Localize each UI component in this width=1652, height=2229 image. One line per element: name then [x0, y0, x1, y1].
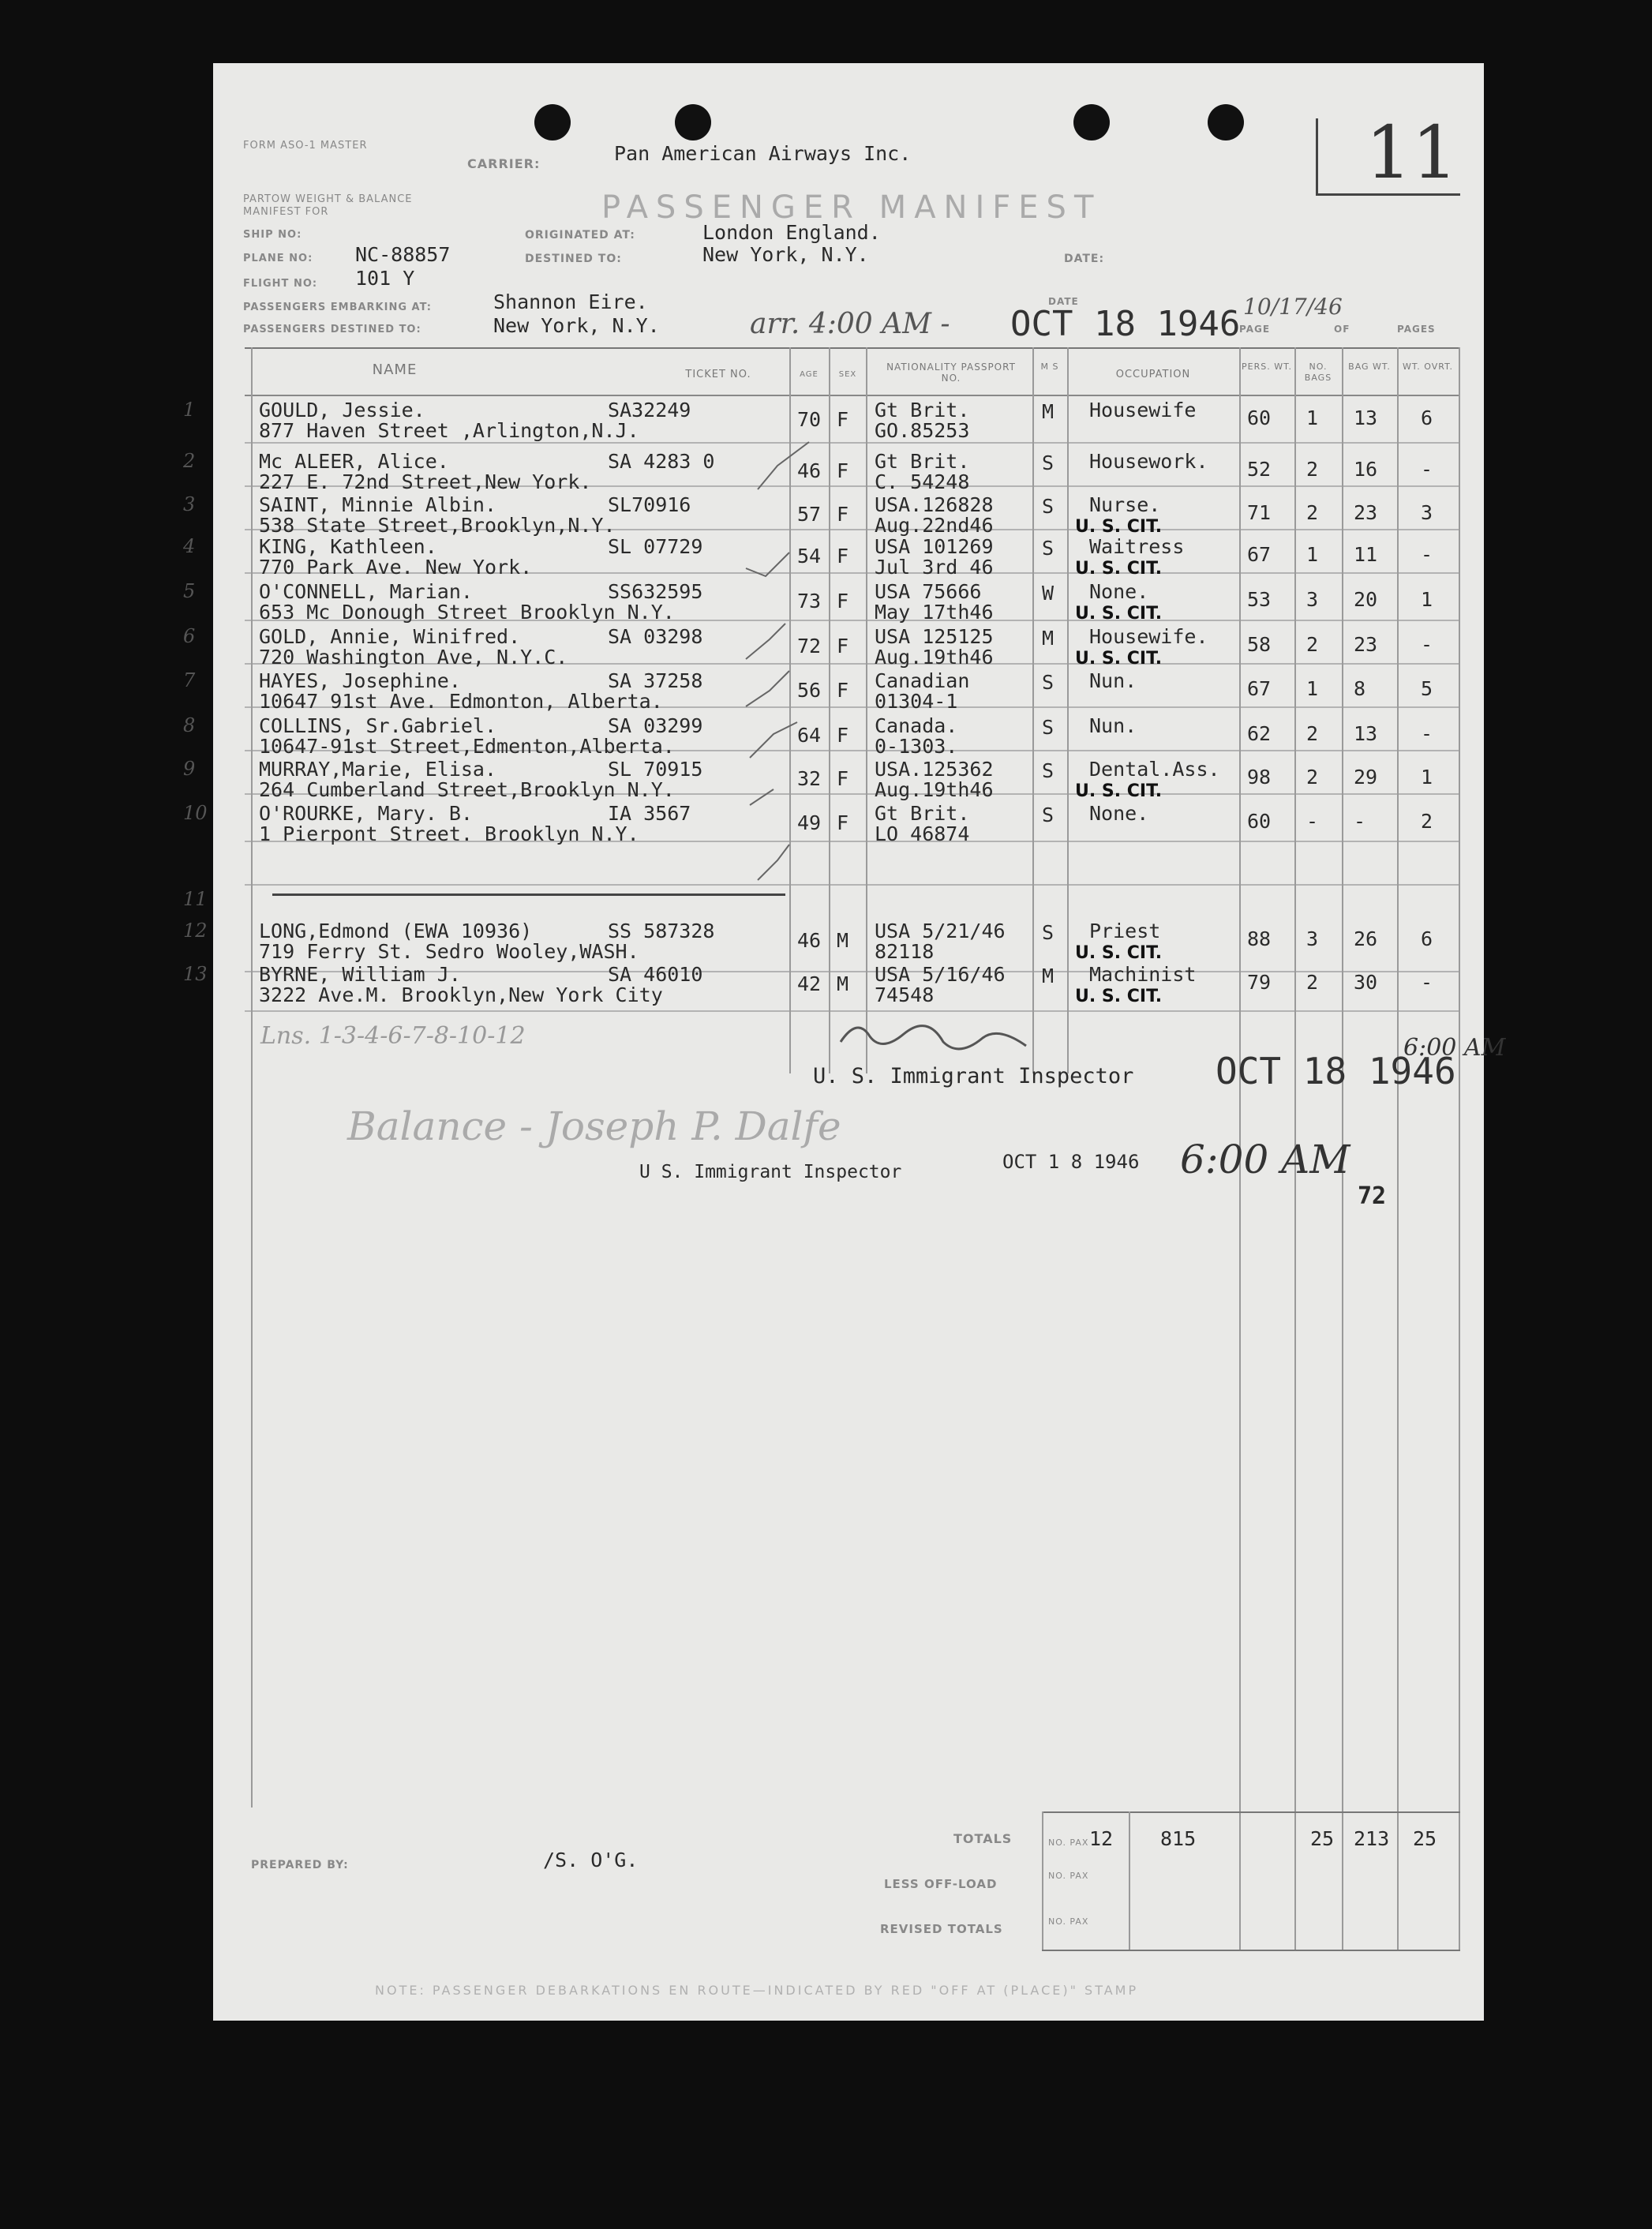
occupation: Nun. — [1089, 714, 1137, 737]
passenger-age: 73 — [797, 590, 822, 613]
passenger-name: SAINT, Minnie Albin. — [259, 493, 497, 516]
bag-count: 1 — [1306, 406, 1319, 429]
ticket-number: SA 37258 — [608, 669, 703, 692]
passenger-age: 32 — [797, 767, 822, 790]
occupation: Nun. — [1089, 669, 1137, 692]
us-citizen-stamp: U. S. CIT. — [1075, 604, 1163, 624]
balance-note: Balance - Joseph P. Dalfe — [347, 1103, 841, 1149]
passenger-sex: F — [837, 679, 849, 702]
check-marks — [742, 395, 821, 916]
passenger-sex: F — [837, 545, 849, 568]
punch-hole — [1073, 104, 1110, 140]
personal-weight: 98 — [1247, 766, 1272, 789]
passenger-age: 54 — [797, 545, 822, 568]
marital-status: S — [1042, 537, 1055, 560]
bag-weight: 26 — [1354, 927, 1378, 950]
ticket-number: SL70916 — [608, 493, 691, 516]
row-number: 7 — [183, 669, 196, 691]
passenger-address: 538 State Street,Brooklyn,N.Y. — [259, 514, 616, 537]
plane-number: NC-88857 — [355, 243, 451, 266]
weight-overtime: 6 — [1421, 406, 1433, 429]
totals-border — [1042, 1811, 1043, 1950]
marital-status: S — [1042, 671, 1055, 694]
personal-weight: 79 — [1247, 971, 1272, 994]
ticket-number: IA 3567 — [608, 802, 691, 825]
row-number: 12 — [183, 920, 208, 942]
col-ms: M S — [1040, 362, 1059, 372]
passenger-name: O'ROURKE, Mary. B. — [259, 802, 473, 825]
header-bottom-border — [245, 395, 1460, 396]
passenger-sex: F — [837, 767, 849, 790]
bag-weight: - — [1354, 810, 1366, 833]
embarking-value: Shannon Eire. — [493, 290, 648, 313]
passport-number: GO.85253 — [875, 419, 970, 442]
annotation-72: 72 — [1358, 1182, 1387, 1210]
passport-number: LO 46874 — [875, 822, 970, 845]
bag-weight: 30 — [1354, 971, 1378, 994]
prepared-by-label: PREPARED BY: — [251, 1859, 349, 1871]
passenger-sex: F — [837, 635, 849, 657]
personal-weight: 71 — [1247, 501, 1272, 524]
weight-overtime: - — [1421, 543, 1433, 566]
nationality: USA 101269 — [875, 535, 994, 558]
passenger-sex: M — [837, 972, 849, 995]
passenger-name: LONG,Edmond (EWA 10936) — [259, 920, 533, 942]
passport-number: Aug.22nd46 — [875, 514, 994, 537]
weight-overtime: 1 — [1421, 766, 1433, 789]
passport-number: Aug.19th46 — [875, 778, 994, 801]
row-number: 4 — [183, 535, 196, 557]
row-number: 10 — [183, 802, 208, 824]
ticket-number: SA 4283 0 — [608, 450, 715, 473]
passenger-age: 64 — [797, 724, 822, 747]
no-pax-label: NO. PAX — [1048, 1871, 1089, 1881]
ship-label: SHIP NO: — [243, 229, 302, 241]
passport-number: May 17th46 — [875, 601, 994, 624]
bag-count: 1 — [1306, 543, 1319, 566]
bag-weight: 29 — [1354, 766, 1378, 789]
col-sex: SEX — [838, 370, 857, 379]
bag-count: 2 — [1306, 501, 1319, 524]
row-number: 6 — [183, 625, 196, 647]
passenger-address: 10647 91st Ave. Edmonton, Alberta. — [259, 690, 663, 713]
inspection-time-1: 6:00 AM — [1403, 1034, 1506, 1062]
passenger-sex: F — [837, 408, 849, 431]
column-divider — [1067, 347, 1069, 1073]
occupation: Housewife — [1089, 399, 1197, 421]
passenger-address: 720 Washington Ave, N.Y.C. — [259, 646, 568, 669]
bag-count: 1 — [1306, 677, 1319, 700]
marital-status: S — [1042, 921, 1055, 944]
originated-value: London England. — [702, 221, 881, 244]
passport-number: Jul 3rd 46 — [875, 556, 994, 579]
inspection-stamp-2: OCT 1 8 1946 — [1002, 1151, 1140, 1173]
passenger-name: COLLINS, Sr.Gabriel. — [259, 714, 497, 737]
totals-border — [1042, 1811, 1460, 1813]
passenger-sex: F — [837, 724, 849, 747]
bag-weight: 13 — [1354, 722, 1378, 745]
flight-label: FLIGHT NO: — [243, 278, 318, 290]
nationality: USA 5/16/46 — [875, 963, 1006, 986]
personal-weight: 58 — [1247, 633, 1272, 656]
col-no-bags: NO. BAGS — [1304, 362, 1332, 383]
row-number: 13 — [183, 963, 208, 985]
arrival-stamp: OCT 18 1946 — [1010, 304, 1241, 344]
bag-weight: 11 — [1354, 543, 1378, 566]
nationality: USA 5/21/46 — [875, 920, 1006, 942]
passenger-address: 877 Haven Street ,Arlington,N.J. — [259, 419, 639, 442]
bag-count: 2 — [1306, 722, 1319, 745]
bag-weight: 20 — [1354, 588, 1378, 611]
passenger-address: 264 Cumberland Street,Brooklyn N.Y. — [259, 778, 675, 801]
ticket-number: SL 07729 — [608, 535, 703, 558]
marital-status: M — [1042, 965, 1055, 987]
weight-overtime: 3 — [1421, 501, 1433, 524]
originated-label: ORIGINATED AT: — [525, 229, 635, 242]
bag-weight: 13 — [1354, 406, 1378, 429]
col-occupation: OCCUPATION — [1115, 369, 1191, 380]
occupation: Machinist — [1089, 963, 1197, 986]
column-divider — [1032, 347, 1034, 1073]
passenger-age: 56 — [797, 679, 822, 702]
passport-number: 82118 — [875, 940, 935, 963]
totals-border — [1129, 1811, 1130, 1950]
bag-count: 3 — [1306, 927, 1319, 950]
inspector-signature-1 — [833, 1010, 1038, 1066]
weight-overtime: 2 — [1421, 810, 1433, 833]
prepared-by: /S. O'G. — [543, 1849, 639, 1871]
weight-overtime: - — [1421, 722, 1433, 745]
passenger-age: 57 — [797, 503, 822, 526]
passenger-name: GOLD, Annie, Winifred. — [259, 625, 521, 648]
occupation: Priest — [1089, 920, 1161, 942]
bag-count: 3 — [1306, 588, 1319, 611]
weight-overtime: 5 — [1421, 677, 1433, 700]
row-divider — [245, 884, 1460, 886]
form-code: FORM ASO-1 MASTER — [243, 140, 368, 152]
weight-overtime: - — [1421, 971, 1433, 994]
passenger-address: 3222 Ave.M. Brooklyn,New York City — [259, 983, 663, 1006]
date-label: DATE: — [1064, 253, 1105, 265]
weight-overtime: - — [1421, 633, 1433, 656]
row-number: 8 — [183, 714, 196, 736]
bag-weight: 23 — [1354, 501, 1378, 524]
bag-weight: 8 — [1354, 677, 1366, 700]
total-bag-wt: 213 — [1354, 1827, 1390, 1850]
col-pers-wt: PERS. WT. — [1242, 362, 1292, 372]
row-number: 1 — [183, 399, 196, 421]
dest-value: New York, N.Y. — [493, 314, 660, 337]
passenger-address: 653 Mc Donough Street Brooklyn N.Y. — [259, 601, 675, 624]
nationality: USA 75666 — [875, 580, 982, 603]
nationality: USA.125362 — [875, 758, 994, 781]
passenger-name: MURRAY,Marie, Elisa. — [259, 758, 497, 781]
total-bags: 25 — [1310, 1827, 1335, 1850]
marital-status: M — [1042, 627, 1055, 650]
row-number: 3 — [183, 493, 196, 515]
nationality: Gt Brit. — [875, 450, 970, 473]
footer-note: NOTE: PASSENGER DEBARKATIONS EN ROUTE—INDICATED BY RED "OFF AT (PLACE)" STAMP — [375, 1983, 1139, 1998]
personal-weight: 60 — [1247, 810, 1272, 833]
bag-count: 2 — [1306, 971, 1319, 994]
passenger-name: HAYES, Josephine. — [259, 669, 461, 692]
marital-status: S — [1042, 804, 1055, 826]
column-divider — [251, 347, 253, 1808]
column-divider — [1397, 347, 1399, 1950]
nationality: Gt Brit. — [875, 399, 970, 421]
passenger-address: 719 Ferry St. Sedro Wooley,WASH. — [259, 940, 639, 963]
us-citizen-stamp: U. S. CIT. — [1075, 517, 1163, 537]
column-divider — [829, 347, 830, 1073]
row-number: 2 — [183, 450, 196, 472]
manifest-page — [183, 63, 1506, 2021]
row-number: 5 — [183, 580, 196, 602]
dest-label: PASSENGERS DESTINED TO: — [243, 324, 421, 335]
passenger-address: 227 E. 72nd Street,New York. — [259, 470, 592, 493]
occupation: Waitress — [1089, 535, 1185, 558]
personal-weight: 52 — [1247, 458, 1272, 481]
ticket-number: SS632595 — [608, 580, 703, 603]
punch-hole — [534, 104, 571, 140]
manifest-title: PASSENGER MANIFEST — [601, 189, 1102, 226]
marital-status: S — [1042, 495, 1055, 518]
ticket-number: SA 03299 — [608, 714, 703, 737]
carrier-name: Pan American Airways Inc. — [614, 142, 912, 165]
passport-number: C. 54248 — [875, 470, 970, 493]
bag-count: 2 — [1306, 633, 1319, 656]
of-label: OF — [1334, 324, 1350, 335]
strike-line — [272, 893, 785, 896]
row-number: 9 — [183, 758, 196, 780]
passenger-address: 1 Pierpont Street. Brooklyn N.Y. — [259, 822, 639, 845]
punch-hole — [675, 104, 711, 140]
no-pax-label: NO. PAX — [1048, 1838, 1089, 1848]
arrival-note: arr. 4:00 AM - — [750, 308, 950, 340]
carrier-label: CARRIER: — [467, 156, 541, 171]
bag-weight: 16 — [1354, 458, 1378, 481]
weight-balance-label: PARTOW WEIGHT & BALANCE MANIFEST FOR — [243, 193, 413, 218]
bag-count: 2 — [1306, 766, 1319, 789]
col-age: AGE — [800, 370, 819, 379]
passenger-name: Mc ALEER, Alice. — [259, 450, 449, 473]
inspector-label-1: U. S. Immigrant Inspector — [813, 1064, 1134, 1088]
nationality: USA 125125 — [875, 625, 994, 648]
row-number: 11 — [183, 888, 208, 910]
passport-number: Aug.19th46 — [875, 646, 994, 669]
no-pax-label: NO. PAX — [1048, 1916, 1089, 1927]
flight-number: 101 Y — [355, 267, 415, 290]
marital-status: M — [1042, 400, 1055, 423]
row-divider — [245, 442, 1460, 444]
bag-count: - — [1306, 810, 1319, 833]
date-handwritten: 10/17/46 — [1243, 294, 1343, 320]
totals-label: TOTALS — [953, 1831, 1013, 1846]
total-pers-wt: 815 — [1160, 1827, 1197, 1850]
column-divider — [1459, 347, 1460, 1950]
bag-count: 2 — [1306, 458, 1319, 481]
ticket-number: SA32249 — [608, 399, 691, 421]
passenger-sex: F — [837, 503, 849, 526]
ticket-number: SS 587328 — [608, 920, 715, 942]
personal-weight: 67 — [1247, 677, 1272, 700]
passenger-name: GOULD, Jessie. — [259, 399, 425, 421]
total-ovrt: 25 — [1413, 1827, 1437, 1850]
inspection-time-2: 6:00 AM — [1180, 1137, 1350, 1182]
marital-status: S — [1042, 451, 1055, 474]
ticket-number: SA 46010 — [608, 963, 703, 986]
occupation: None. — [1089, 580, 1149, 603]
personal-weight: 53 — [1247, 588, 1272, 611]
ticket-number: SA 03298 — [608, 625, 703, 648]
col-name: NAME — [372, 362, 418, 378]
passenger-age: 70 — [797, 408, 822, 431]
passenger-age: 72 — [797, 635, 822, 657]
passport-number: 0-1303. — [875, 735, 958, 758]
passenger-address: 770 Park Ave. New York. — [259, 556, 533, 579]
col-wt-ovrt: WT. OVRT. — [1402, 362, 1454, 372]
weight-overtime: - — [1421, 458, 1433, 481]
lines-note: Lns. 1-3-4-6-7-8-10-12 — [260, 1022, 526, 1050]
total-pax: 12 — [1089, 1827, 1114, 1850]
weight-overtime: 1 — [1421, 588, 1433, 611]
passenger-sex: F — [837, 811, 849, 834]
marital-status: S — [1042, 716, 1055, 739]
ticket-number: SL 70915 — [608, 758, 703, 781]
personal-weight: 62 — [1247, 722, 1272, 745]
passport-number: 74548 — [875, 983, 935, 1006]
nationality: Canada. — [875, 714, 958, 737]
passenger-sex: F — [837, 459, 849, 482]
us-citizen-stamp: U. S. CIT. — [1075, 559, 1163, 579]
less-offload-label: LESS OFF-LOAD — [884, 1877, 998, 1891]
occupation: Dental.Ass. — [1089, 758, 1220, 781]
date2-label: DATE — [1048, 296, 1079, 307]
col-ticket: TICKET NO. — [685, 369, 751, 380]
weight-overtime: 6 — [1421, 927, 1433, 950]
inspector-label-2: U S. Immigrant Inspector — [639, 1162, 902, 1182]
inspection-stamp-1: OCT 18 1946 — [1216, 1050, 1456, 1092]
passenger-name: BYRNE, William J. — [259, 963, 461, 986]
passport-number: 01304-1 — [875, 690, 958, 713]
occupation: None. — [1089, 802, 1149, 825]
page-label: PAGE — [1239, 324, 1271, 335]
nationality: USA.126828 — [875, 493, 994, 516]
us-citizen-stamp: U. S. CIT. — [1075, 649, 1163, 669]
bag-weight: 23 — [1354, 633, 1378, 656]
passenger-age: 46 — [797, 459, 822, 482]
destined-value: New York, N.Y. — [702, 243, 869, 266]
passenger-sex: F — [837, 590, 849, 613]
passenger-age: 46 — [797, 929, 822, 952]
marital-status: W — [1042, 582, 1055, 605]
passenger-age: 42 — [797, 972, 822, 995]
passenger-name: KING, Kathleen. — [259, 535, 437, 558]
occupation: Nurse. — [1089, 493, 1161, 516]
us-citizen-stamp: U. S. CIT. — [1075, 987, 1163, 1006]
marital-status: S — [1042, 759, 1055, 782]
personal-weight: 60 — [1247, 406, 1272, 429]
page-number: 11 — [1365, 111, 1459, 195]
col-nationality: NATIONALITY PASSPORT NO. — [886, 362, 1016, 384]
nationality: Canadian — [875, 669, 970, 692]
personal-weight: 67 — [1247, 543, 1272, 566]
passenger-age: 49 — [797, 811, 822, 834]
col-bag-wt: BAG WT. — [1348, 362, 1391, 372]
passenger-address: 10647-91st Street,Edmenton,Alberta. — [259, 735, 675, 758]
us-citizen-stamp: U. S. CIT. — [1075, 781, 1163, 801]
totals-border — [1042, 1950, 1460, 1951]
embarking-label: PASSENGERS EMBARKING AT: — [243, 302, 432, 313]
table-top-border — [245, 347, 1460, 349]
plane-label: PLANE NO: — [243, 253, 313, 264]
destined-label: DESTINED TO: — [525, 253, 622, 265]
passenger-sex: M — [837, 929, 849, 952]
personal-weight: 88 — [1247, 927, 1272, 950]
us-citizen-stamp: U. S. CIT. — [1075, 943, 1163, 963]
pages-label: PAGES — [1397, 324, 1436, 335]
punch-hole — [1208, 104, 1244, 140]
column-divider — [866, 347, 867, 1073]
revised-totals-label: REVISED TOTALS — [880, 1922, 1003, 1936]
passenger-name: O'CONNELL, Marian. — [259, 580, 473, 603]
occupation: Housewife. — [1089, 625, 1208, 648]
occupation: Housework. — [1089, 450, 1208, 473]
nationality: Gt Brit. — [875, 802, 970, 825]
